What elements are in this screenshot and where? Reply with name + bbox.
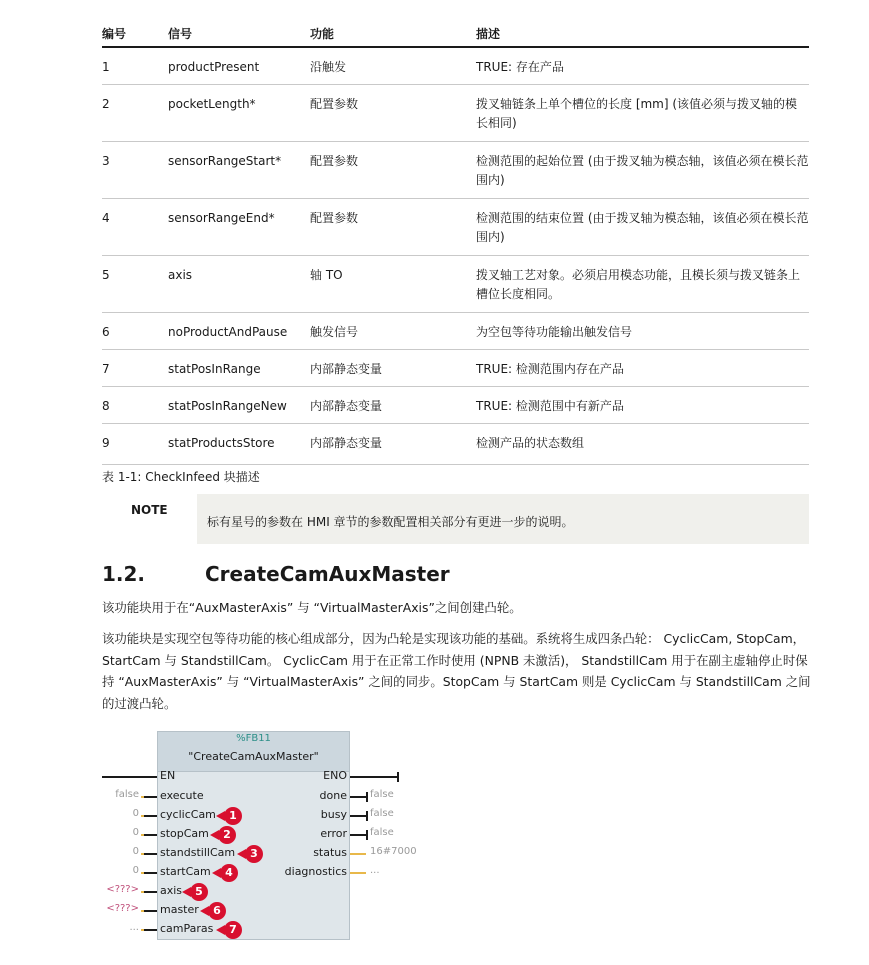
callout-badge: 1: [224, 807, 242, 825]
cell-signal: statPosInRangeNew: [168, 399, 287, 413]
cell-function: 配置参数: [310, 97, 359, 111]
input-wire: [143, 853, 157, 855]
output-pin-busy: busy: [320, 808, 347, 821]
input-wire: [143, 815, 157, 817]
output-pin-diagnostics: diagnostics: [284, 865, 347, 878]
output-value: false: [370, 789, 394, 800]
input-wire: [143, 834, 157, 836]
cell-description: TRUE: 检测范围内存在产品: [476, 362, 624, 376]
cell-description: 拨叉轴工艺对象。必须启用模态功能，且模长须与拨叉链条上槽位长度相同。: [476, 268, 801, 301]
table-row: [102, 48, 809, 85]
cell-function: 触发信号: [310, 325, 359, 339]
input-value: ...: [129, 922, 139, 933]
cell-no: 1: [102, 60, 110, 74]
callout-badge: 7: [224, 921, 242, 939]
output-value: 16#7000: [370, 846, 417, 857]
table-row: [102, 142, 809, 199]
cell-function: 内部静态变量: [310, 399, 383, 413]
cell-no: 5: [102, 268, 110, 282]
table-row: [102, 424, 809, 465]
input-wire-stub: [141, 872, 144, 874]
cell-function: 轴 TO: [310, 268, 343, 282]
cell-description: 为空包等待功能输出触发信号: [476, 325, 633, 339]
output-wire: [350, 872, 366, 874]
input-pin-master: master: [160, 903, 199, 916]
input-wire: [143, 910, 157, 912]
table-header: [102, 18, 809, 48]
input-wire-stub: [141, 834, 144, 836]
cell-function: 内部静态变量: [310, 362, 383, 376]
output-wire: [350, 815, 366, 817]
input-wire-stub: [141, 815, 144, 817]
output-value: false: [370, 808, 394, 819]
note-label: NOTE: [131, 503, 168, 517]
cell-signal: sensorRangeEnd*: [168, 211, 275, 225]
output-wire: [350, 834, 366, 836]
fb-name: "CreateCamAuxMaster": [188, 750, 319, 763]
output-value: ...: [370, 865, 380, 876]
input-wire: [143, 796, 157, 798]
fb-header: [158, 732, 349, 772]
cell-description: 检测范围的起始位置 (由于拨叉轴为模态轴，该值必须在模长范围内): [476, 154, 809, 187]
input-pin-en: EN: [160, 769, 176, 782]
cell-no: 7: [102, 362, 110, 376]
input-wire: [143, 929, 157, 931]
table-row: [102, 85, 809, 142]
output-pin-error: error: [320, 827, 347, 840]
header-signal: 信号: [168, 27, 193, 41]
section-paragraph-1: 该功能块用于在“AuxMasterAxis” 与 “VirtualMasterAxis”之间创建凸轮。: [102, 600, 522, 615]
cell-function: 沿触发: [310, 60, 347, 74]
callout-badge: 6: [208, 902, 226, 920]
input-pin-stopcam: stopCam: [160, 827, 209, 840]
input-pin-execute: execute: [160, 789, 204, 802]
cell-description: TRUE: 检测范围中有新产品: [476, 399, 624, 413]
cell-signal: statProductsStore: [168, 436, 275, 450]
input-value: 0: [132, 865, 139, 876]
input-wire-stub: [141, 796, 144, 798]
output-wire: [350, 796, 366, 798]
cell-description: 检测产品的状态数组: [476, 436, 585, 450]
cell-no: 9: [102, 436, 110, 450]
cell-no: 4: [102, 211, 110, 225]
input-value: false: [115, 789, 139, 800]
input-pin-camparas: camParas: [160, 922, 214, 935]
cell-signal: pocketLength*: [168, 97, 256, 111]
cell-signal: sensorRangeStart*: [168, 154, 282, 168]
callout-badge: 2: [218, 826, 236, 844]
output-pin-eno: ENO: [323, 769, 347, 782]
callout-badge: 5: [190, 883, 208, 901]
input-value: 0: [132, 846, 139, 857]
signal-table: [102, 18, 809, 465]
cell-description: TRUE: 存在产品: [476, 60, 564, 74]
cell-function: 配置参数: [310, 211, 359, 225]
cell-description: 拨叉轴链条上单个槽位的长度 [mm] (该值必须与拨叉轴的模长相同): [476, 97, 798, 130]
cell-function: 内部静态变量: [310, 436, 383, 450]
table-row: [102, 199, 809, 256]
header-description: 描述: [476, 27, 501, 41]
cell-signal: productPresent: [168, 60, 260, 74]
cell-signal: statPosInRange: [168, 362, 261, 376]
header-no: 编号: [102, 27, 127, 41]
input-wire: [143, 872, 157, 874]
input-wire: [143, 891, 157, 893]
input-pin-cycliccam: cyclicCam: [160, 808, 216, 821]
cell-function: 配置参数: [310, 154, 359, 168]
callout-badge: 4: [220, 864, 238, 882]
input-wire-stub: [141, 891, 144, 893]
output-terminator: [366, 792, 368, 802]
output-pin-done: done: [319, 789, 347, 802]
cell-signal: noProductAndPause: [168, 325, 288, 339]
note-text: 标有星号的参数在 HMI 章节的参数配置相关部分有更进一步的说明。: [207, 515, 574, 529]
input-wire-stub: [141, 929, 144, 931]
cell-no: 6: [102, 325, 110, 339]
table-body: [102, 48, 809, 465]
input-value: 0: [132, 808, 139, 819]
input-wire-stub: [141, 853, 144, 855]
table-row: [102, 350, 809, 387]
input-pin-axis: axis: [160, 884, 183, 897]
input-pin-startcam: startCam: [160, 865, 211, 878]
input-wire-stub: [141, 910, 144, 912]
input-pin-standstillcam: standstillCam: [160, 846, 236, 859]
input-value: 0: [132, 827, 139, 838]
section-title: CreateCamAuxMaster: [205, 562, 450, 586]
header-function: 功能: [310, 27, 335, 41]
section-paragraph-2: 该功能块是实现空包等待功能的核心组成部分，因为凸轮是实现该功能的基础。系统将生成四条凸轮： CyclicCam, StopCam， StartCam 与 StandstillCam。 CyclicCam 用于在正常工作时使用 (NPNB 未激活)， StandstillCam 用于在副主虚轴停止时保持 “AuxMasterAxis” 与 “VirtualMasterAxis” 之间的同步。StopCam 与 StartCam 则是 CyclicCam 与 StandstillCam 之间的过渡凸轮。: [102, 631, 811, 711]
cell-description: 检测范围的结束位置 (由于拨叉轴为模态轴，该值必须在模长范围内): [476, 211, 809, 244]
output-value: false: [370, 827, 394, 838]
cell-signal: axis: [168, 268, 193, 282]
input-value: <???>: [106, 903, 139, 914]
output-wire: [350, 853, 366, 855]
cell-no: 2: [102, 97, 110, 111]
input-value: <???>: [106, 884, 139, 895]
output-terminator: [366, 830, 368, 840]
table-row: [102, 313, 809, 350]
output-terminator: [366, 811, 368, 821]
output-wire: [350, 776, 398, 778]
table-row: [102, 256, 809, 313]
eno-terminator: [397, 772, 399, 782]
callout-badge: 3: [245, 845, 263, 863]
table-row: [102, 387, 809, 424]
note-box: [197, 494, 809, 544]
table-caption: 表 1-1: CheckInfeed 块描述: [102, 470, 260, 484]
cell-no: 8: [102, 399, 110, 413]
output-pin-status: status: [313, 846, 347, 859]
input-wire: [102, 776, 157, 778]
cell-no: 3: [102, 154, 110, 168]
section-number: 1.2.: [102, 562, 146, 586]
fb-id: %FB11: [236, 733, 271, 744]
